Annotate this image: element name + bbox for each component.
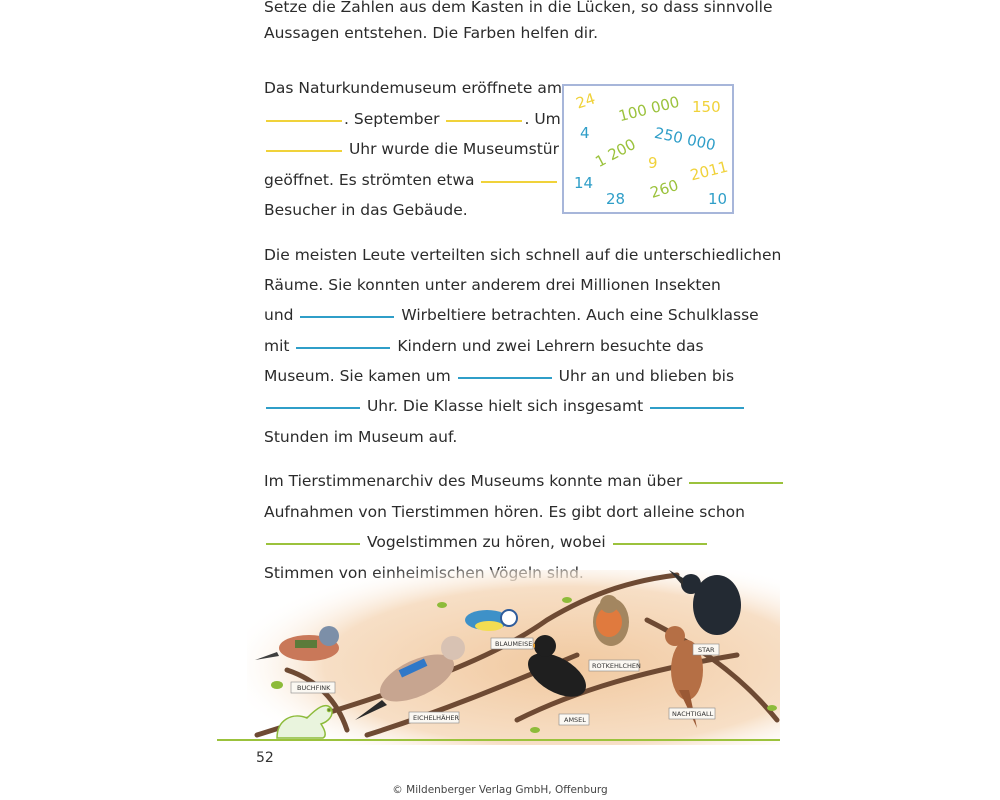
number-14: 14 xyxy=(574,174,594,192)
p2-text: Uhr. Die Klasse hielt sich insgesamt xyxy=(366,397,644,415)
label-nachtigall: NACHTIGALL xyxy=(672,710,714,718)
number-100000: 100 000 xyxy=(616,92,682,126)
blank-visitors[interactable] xyxy=(481,180,557,183)
blank-arrival[interactable] xyxy=(458,376,552,379)
blank-children[interactable] xyxy=(296,346,390,349)
p2-line-6 xyxy=(264,397,746,415)
page-number: 52 xyxy=(256,750,274,766)
blank-bird-voices[interactable] xyxy=(266,542,360,545)
p1-text: Uhr wurde die Museumstür xyxy=(348,140,559,158)
p2-text: Kindern und zwei Lehrern besuchte das xyxy=(397,337,704,355)
p1-line-4 xyxy=(264,171,559,189)
label-star: STAR xyxy=(698,646,715,654)
blank-vertebrates[interactable] xyxy=(300,315,394,318)
label-amsel: AMSEL xyxy=(564,716,586,724)
number-2011: 2011 xyxy=(688,157,730,185)
label-buchfink: BUCHFINK xyxy=(297,684,331,692)
p3-text: Vogelstimmen zu hören, wobei xyxy=(366,533,606,551)
p3-line-1 xyxy=(264,472,785,490)
blank-hour[interactable] xyxy=(266,149,342,152)
label-eichelhaeher: EICHELHÄHER xyxy=(413,714,460,722)
p3-text: Im Tierstimmenarchiv des Museums konnte man über xyxy=(264,472,683,490)
p2-line-4 xyxy=(264,337,704,355)
p2-line-5 xyxy=(264,367,734,385)
p1-text: . Um xyxy=(524,110,561,128)
p3-line-3 xyxy=(264,533,709,551)
p1-line-5: Besucher in das Gebäude. xyxy=(264,201,468,219)
blank-day[interactable] xyxy=(266,119,342,122)
instruction-line-1: Setze die Zahlen aus dem Kasten in die Lücken, so dass sinnvolle xyxy=(264,0,773,16)
number-box xyxy=(562,84,734,214)
number-28: 28 xyxy=(606,190,626,208)
p1-line-1: Das Naturkundemuseum eröffnete am xyxy=(264,79,562,97)
copyright-notice: © Mildenberger Verlag GmbH, Offenburg xyxy=(392,784,608,796)
number-24: 24 xyxy=(573,89,598,113)
p2-text: und xyxy=(264,306,294,324)
blank-native-birds[interactable] xyxy=(613,542,707,545)
number-260: 260 xyxy=(647,176,681,202)
p1-line-3 xyxy=(264,140,559,158)
label-rotkehlchen: ROTKEHLCHEN xyxy=(592,662,641,670)
blank-year[interactable] xyxy=(446,119,522,122)
blank-departure[interactable] xyxy=(266,406,360,409)
p2-line-2: Räume. Sie konnten unter anderem drei Millionen Insekten xyxy=(264,276,721,294)
number-1200: 1 200 xyxy=(592,134,639,172)
p2-text: Museum. Sie kamen um xyxy=(264,367,451,385)
p2-line-7: Stunden im Museum auf. xyxy=(264,428,458,446)
p1-text: geöffnet. Es strömten etwa xyxy=(264,171,475,189)
label-blaumeise: BLAUMEISE xyxy=(495,640,533,648)
p2-line-1: Die meisten Leute verteilten sich schnell auf die unterschiedlichen xyxy=(264,246,782,264)
p2-text: Uhr an und blieben bis xyxy=(558,367,735,385)
number-250000: 250 000 xyxy=(652,123,718,155)
p1-text: . September xyxy=(344,110,440,128)
p1-line-2 xyxy=(264,110,561,128)
p2-text: mit xyxy=(264,337,290,355)
number-9: 9 xyxy=(648,154,658,172)
p2-text: Wirbeltiere betrachten. Auch eine Schulklasse xyxy=(401,306,759,324)
blank-recordings[interactable] xyxy=(689,481,783,484)
p3-line-2: Aufnahmen von Tierstimmen hören. Es gibt dort alleine schon xyxy=(264,503,745,521)
number-150: 150 xyxy=(692,98,721,116)
number-10: 10 xyxy=(708,190,728,208)
p2-line-3 xyxy=(264,306,759,324)
blank-duration[interactable] xyxy=(650,406,744,409)
instruction-line-2: Aussagen entstehen. Die Farben helfen dir. xyxy=(264,24,598,42)
number-4: 4 xyxy=(580,124,590,142)
birds-illustration xyxy=(217,560,780,755)
